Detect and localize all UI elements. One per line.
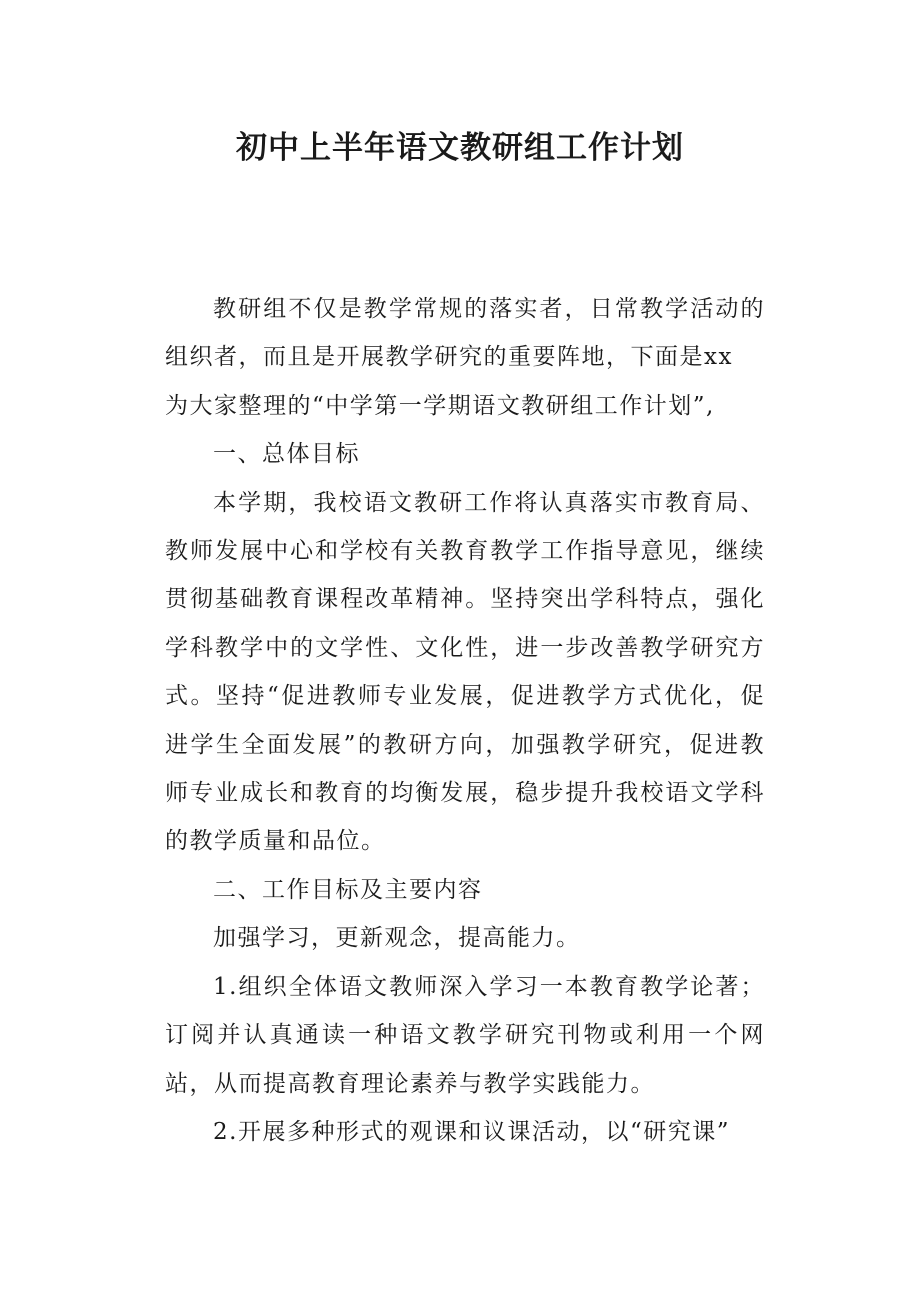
section-heading-work-goals: 二、工作目标及主要内容 [213,876,483,903]
intro-paragraph: 教研组不仅是教学常规的落实者，日常教学活动的组织者，而且是开展教学研究的重要阵地，下面是xx [165,296,765,371]
list-item-1: 1.组织全体语文教师深入学习一本教育教学论著；订阅并认真通读一种语文教学研究刊物或利用一个网站，从而提高教育理论素养与教学实践能力。 [165,973,765,1097]
subheading-learning: 加强学习，更新观念，提高能力。 [213,925,581,952]
document-body [165,285,765,1156]
document-title: 初中上半年语文教研组工作计划 [236,130,684,166]
overall-goals-paragraph: 本学期，我校语文教研工作将认真落实市教育局、教师发展中心和学校有关教育教学工作指导意见，继续贯彻基础教育课程改革精神。坚持突出学科特点，强化学科教学中的文学性、文化性，进一步改善教学研究方式。坚持“促进教师专业发展，促进教学方式优化，促进学生全面发展”的教研方向，加强教学研究，促进教师专业成长和教育的均衡发展，稳步提升我校语文学科的教学质量和品位。 [165,489,765,855]
list-item-2: 2.开展多种形式的观课和议课活动，以“研究课” [213,1118,730,1145]
intro-paragraph-continuation: 为大家整理的“中学第一学期语文教研组工作计划”, [165,392,715,419]
section-heading-overall-goals: 一、总体目标 [213,441,360,468]
